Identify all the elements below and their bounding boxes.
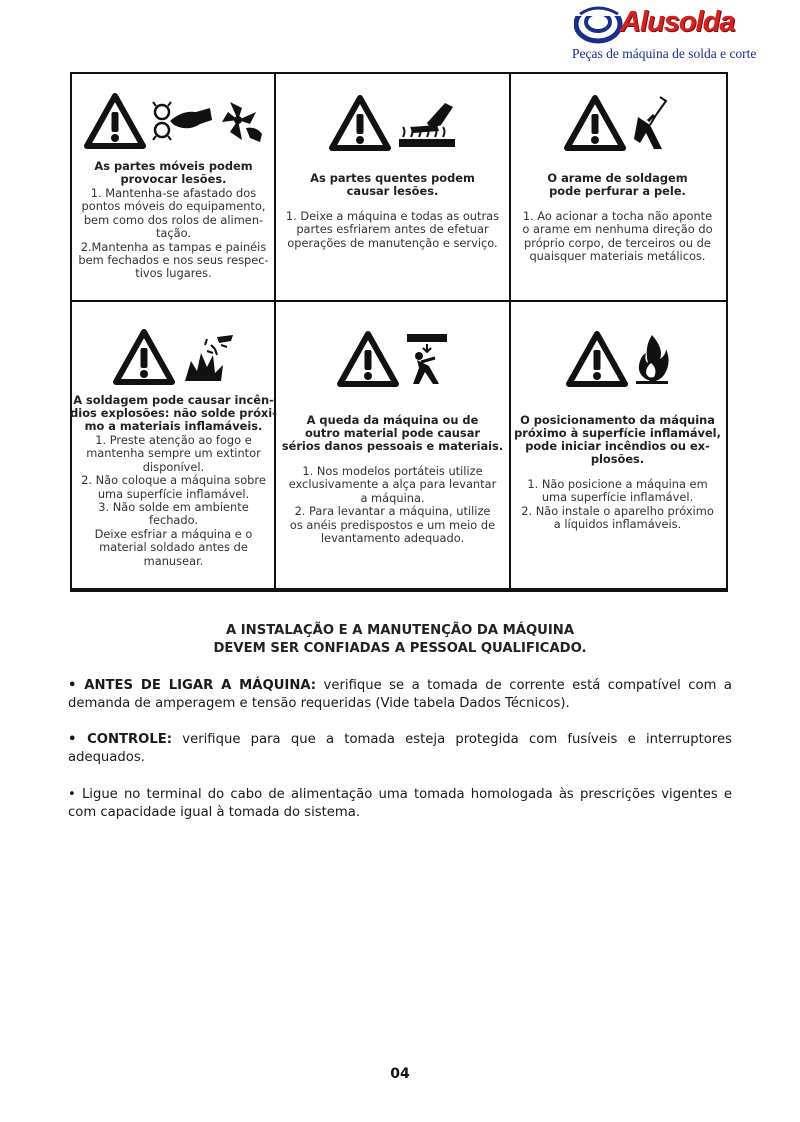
logo-brand-name: Alusolda xyxy=(620,6,735,38)
warning-cell-fire-explosion xyxy=(72,302,275,588)
warning-instructions: 1. Nos modelos portáteis utilize exclusivamente a alça para levantar a máquina. 2. Para levantar a máquina, utilize os anéis predispostos e um meio de levantamento adequado. xyxy=(288,464,497,546)
warning-triangle-icon xyxy=(564,95,626,151)
logo-tagline: Peças de máquina de solda e corte xyxy=(572,46,757,61)
page-number: 04 xyxy=(390,1066,410,1082)
warning-title: A queda da máquina ou de outro material pode causar sérios danos pessoais e materiais. xyxy=(281,413,504,453)
warning-cell-moving-parts xyxy=(72,74,275,300)
warning-title: As partes móveis podem provocar lesões. xyxy=(94,159,253,186)
flame-icon xyxy=(634,333,670,385)
paragraph-connect-plug: • Ligue no terminal do cabo de alimentação uma tomada homologada às prescrições vigentes e com capacidade igual à tomada do sistema. xyxy=(68,787,732,820)
explosion-sparks-icon xyxy=(181,331,235,383)
warning-cell-flammable-surface xyxy=(510,302,725,588)
warning-instructions: 1. Não posicione a máquina em uma superfície inflamável. 2. Não instale o aparelho próximo a líquidos inflamáveis. xyxy=(521,477,714,532)
warning-instructions: 1. Preste atenção ao fogo e mantenha sempre um extintor disponível. 2. Não coloque a máquina sobre uma superfície inflamável. 3. Não solde em ambiente fechado. Deixe esfriar a máquina e o material soldado antes de manusear. xyxy=(81,433,266,568)
warning-instructions: 1. Ao acionar a tocha não aponte o arame em nenhuma direção do próprio corpo, de terceiros ou de quaisquer materiais metálicos. xyxy=(522,209,713,264)
warning-cell-falling-machine xyxy=(275,302,510,588)
wire-puncture-hand-icon xyxy=(632,95,672,151)
warning-title: O arame de soldagem pode perfurar a pele. xyxy=(547,171,688,198)
installation-heading: A INSTALAÇÃO E A MANUTENÇÃO DA MÁQUINA DEVEM SER CONFIADAS A PESSOAL QUALIFICADO. xyxy=(213,623,587,656)
safety-warnings-table xyxy=(70,72,728,592)
warning-title: A soldagem pode causar incên- dios explosões: não solde próxi- mo a materiais inflamáveis. xyxy=(70,393,277,433)
warning-title: O posicionamento da máquina próximo à superfície inflamável, pode iniciar incêndios ou ex- plosões. xyxy=(514,413,721,466)
fan-hand-icon xyxy=(220,98,264,144)
warning-instructions: 1. Mantenha-se afastado dos pontos móveis do equipamento, bem como dos rolos de alimen- tação. 2.Mantenha as tampas e painéis bem fechados e nos seus respec- tivos lugares. xyxy=(78,186,269,281)
rollers-hand-icon xyxy=(152,98,214,144)
warning-cell-welding-wire xyxy=(510,74,725,300)
paragraph-before-connecting: • ANTES DE LIGAR A MÁQUINA: verifique se a tomada de corrente está compatível com a demanda de amperagem e tensão requeridas (Vide tabela Dados Técnicos). xyxy=(68,678,733,711)
brand-logo xyxy=(568,2,757,64)
warning-triangle-icon xyxy=(337,331,399,387)
warning-triangle-icon xyxy=(84,93,146,149)
logo-swoosh-icon xyxy=(574,4,626,44)
warning-title: As partes quentes podem causar lesões. xyxy=(310,171,475,198)
hot-surface-hand-icon xyxy=(397,97,457,149)
warning-triangle-icon xyxy=(113,329,175,385)
warning-instructions: 1. Deixe a máquina e todas as outras partes esfriarem antes de efetuar operações de manutenção e serviço. xyxy=(285,209,500,250)
falling-load-icon xyxy=(405,332,449,386)
warning-triangle-icon xyxy=(566,331,628,387)
warning-triangle-icon xyxy=(329,95,391,151)
paragraph-control: • CONTROLE: verifique para que a tomada esteja protegida com fusíveis e interruptores adequados. xyxy=(68,732,732,765)
warning-cell-hot-parts xyxy=(275,74,510,300)
